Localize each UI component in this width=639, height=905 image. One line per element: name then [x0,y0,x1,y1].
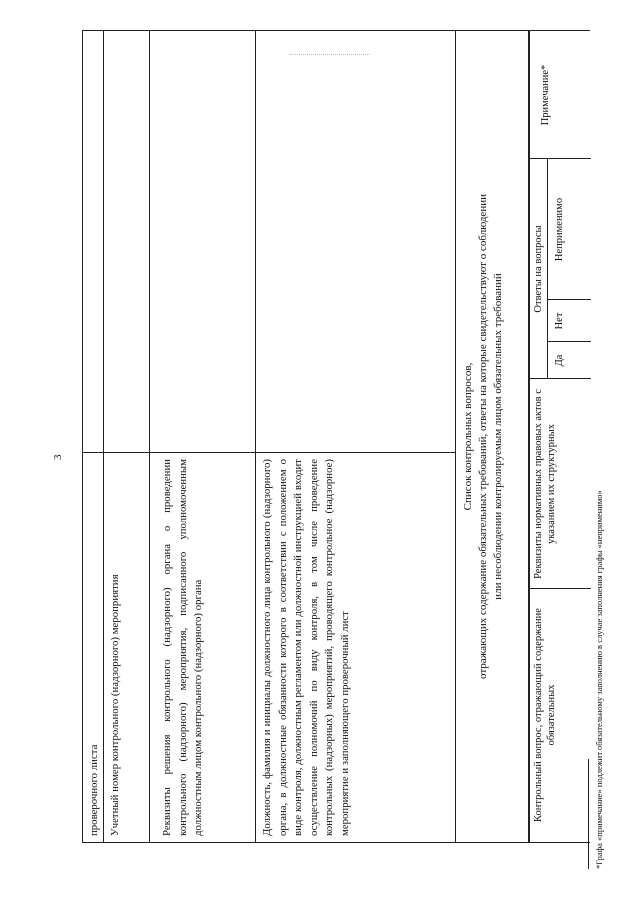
row-checklist-label: проверочного листа [88,744,100,836]
scan-artifact [290,54,370,55]
header-answers: Ответы на вопросы [533,225,544,313]
header-not-applicable: Неприменимо [554,197,565,262]
questions-header [528,30,590,843]
header-note: Примечание* [540,64,551,126]
page-number: 3 [52,454,64,460]
row-divider [455,31,456,842]
caption-line-3: или несоблюдении контролируемым лицом обязательных требований [492,273,504,600]
header-control-question: Контрольный вопрос, отражающий содержание обязательных [533,608,557,822]
footnote-divider [588,759,589,869]
row-divider [149,31,150,842]
caption-line-2: отражающих содержание обязательных требований, ответы на которые свидетельствуют о соблюдении [477,194,489,679]
questions-caption [461,31,521,842]
footnote: *Графа «примечание» подлежит обязательному заполнению в случае заполнения графы «неприменимо» [594,490,604,869]
checklist-table [82,30,530,843]
header-no: Нет [554,312,565,330]
row-official-label: Должность, фамилия и инициалы должностного лица контрольного (надзорного) органа, в должностные обязанности которого в соответствии с положением о виде контроля, должностным регламентом или должностной инструкцией входит осуществление полномочий по виду контроля, в том числе проведение контрольных (надзорных) мероприятий, проводящего контрольное (надзорное) мероприятие и заполняющего проверочный лист [261,459,351,836]
caption-line-1: Список контрольных вопросов, [462,362,474,511]
row-divider [103,31,104,842]
row-divider [255,31,256,842]
row-divider [547,159,548,379]
header-legal-requisites: Реквизиты нормативных правовых актов с указанием их структурных [533,389,557,579]
column-divider [529,588,591,589]
header-yes: Да [554,354,565,367]
row-record-number-label: Учетный номер контрольного (надзорного) мероприятия [109,574,121,836]
row-decision-requisites-label: Реквизиты решения контрольного (надзорного) органа о проведении контрольного (надзорного) мероприятия, подписанного уполномоченным должностным лицом контрольного (надзорного) органа [161,459,204,836]
